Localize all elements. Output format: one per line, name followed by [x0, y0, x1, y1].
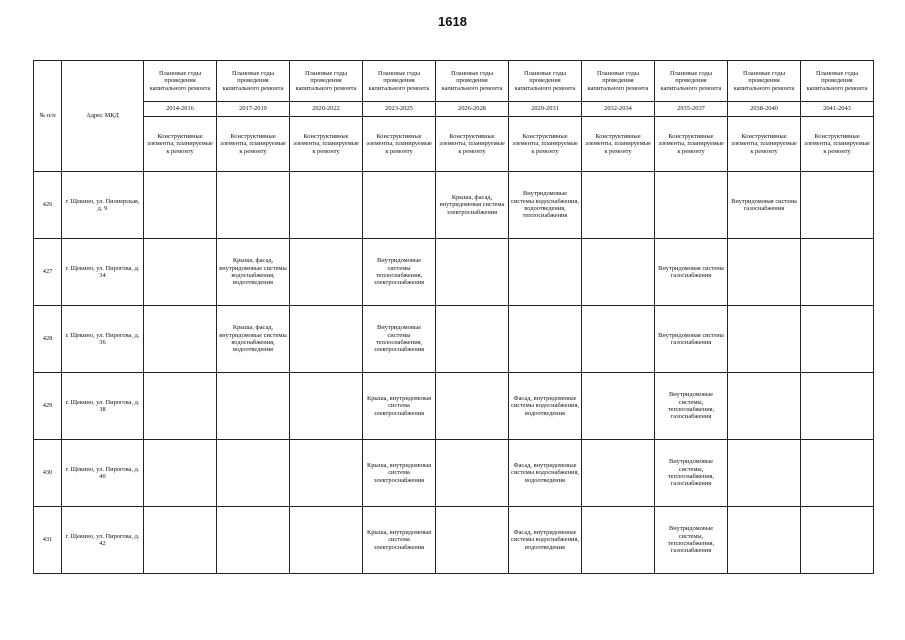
repair-elements-cell [290, 306, 363, 373]
repair-elements-cell [801, 239, 874, 306]
repair-elements-cell [144, 440, 217, 507]
repair-elements-cell [582, 239, 655, 306]
column-header-title: Плановые годы проведения капитального ремонта [290, 61, 363, 102]
column-header-elements: Конструктивные элементы, планируемые к ремонту [217, 117, 290, 172]
column-header-elements: Конструктивные элементы, планируемые к ремонту [144, 117, 217, 172]
repair-elements-cell [728, 507, 801, 574]
repair-elements-cell [144, 507, 217, 574]
repair-elements-cell [582, 440, 655, 507]
repair-elements-cell: Внутридомовые системы, теплоснабжения, газоснабжения [655, 373, 728, 440]
table-row [34, 239, 874, 306]
repair-elements-cell [290, 239, 363, 306]
repair-elements-cell [436, 507, 509, 574]
column-header-elements: Конструктивные элементы, планируемые к ремонту [582, 117, 655, 172]
repair-elements-cell: Внутридомовые системы теплоснабжения, электроснабжения [363, 306, 436, 373]
column-header-title: Плановые годы проведения капитального ремонта [801, 61, 874, 102]
column-header-title: Плановые годы проведения капитального ремонта [436, 61, 509, 102]
scan-artifact: · [360, 616, 362, 621]
column-header-elements: Конструктивные элементы, планируемые к ремонту [509, 117, 582, 172]
repair-elements-cell: Крыша, внутридомовая система электроснабжения [363, 440, 436, 507]
repair-elements-cell [801, 306, 874, 373]
repair-elements-cell [582, 306, 655, 373]
repair-elements-cell [728, 239, 801, 306]
repair-elements-cell [144, 306, 217, 373]
repair-elements-cell [290, 440, 363, 507]
repair-elements-cell [436, 239, 509, 306]
column-header-years: 2014-2016 [144, 102, 217, 117]
repair-elements-cell [436, 306, 509, 373]
scan-artifact: · [540, 612, 542, 617]
repair-elements-cell: Крыша, фасад, внутридомовые системы водоснабжения, водоотведения [217, 239, 290, 306]
repair-elements-cell [436, 373, 509, 440]
repair-elements-cell [582, 507, 655, 574]
column-header-title: Плановые годы проведения капитального ремонта [509, 61, 582, 102]
repair-elements-cell: Фасад, внутридомовые системы водоснабжения, водоотведения [509, 373, 582, 440]
repair-elements-cell [363, 172, 436, 239]
repair-elements-cell [801, 373, 874, 440]
repair-elements-cell: Внутридомовые системы водоснабжения, водоотведения, теплоснабжения [509, 172, 582, 239]
repair-elements-cell [728, 440, 801, 507]
row-address: г. Щекино, ул. Пионерская, д. 9 [62, 172, 144, 239]
row-address: г. Щекино, ул. Пирогова, д. 38 [62, 373, 144, 440]
row-address: г. Щекино, ул. Пирогова, д. 40 [62, 440, 144, 507]
repair-elements-cell [290, 172, 363, 239]
repair-elements-cell [728, 306, 801, 373]
repair-elements-cell: Крыша, фасад, внутридомовая система электроснабжения [436, 172, 509, 239]
column-header-years: 2032-2034 [582, 102, 655, 117]
column-header-num: № п/п [34, 61, 62, 172]
row-number: 426 [34, 172, 62, 239]
row-number: 428 [34, 306, 62, 373]
page-number: 1618 [438, 14, 467, 29]
repair-elements-cell [436, 440, 509, 507]
column-header-elements: Конструктивные элементы, планируемые к ремонту [436, 117, 509, 172]
repair-elements-cell: Фасад, внутридомовые системы водоснабжения, водоотведения [509, 440, 582, 507]
column-header-elements: Конструктивные элементы, планируемые к ремонту [655, 117, 728, 172]
repair-elements-cell [801, 172, 874, 239]
column-header-title: Плановые годы проведения капитального ремонта [655, 61, 728, 102]
table-row [34, 172, 874, 239]
column-header-elements: Конструктивные элементы, планируемые к ремонту [728, 117, 801, 172]
column-header-title: Плановые годы проведения капитального ремонта [217, 61, 290, 102]
repair-elements-cell: Внутридомовая система газоснабжения [655, 306, 728, 373]
repair-elements-cell [217, 373, 290, 440]
column-header-title: Плановые годы проведения капитального ремонта [144, 61, 217, 102]
row-address: г. Щекино, ул. Пирогова, д. 34 [62, 239, 144, 306]
column-header-title: Плановые годы проведения капитального ремонта [363, 61, 436, 102]
repair-elements-cell [509, 306, 582, 373]
table-row [34, 440, 874, 507]
repair-elements-cell [217, 172, 290, 239]
column-header-years: 2020-2022 [290, 102, 363, 117]
repair-elements-cell [582, 172, 655, 239]
repair-elements-cell [290, 507, 363, 574]
column-header-years: 2029-2031 [509, 102, 582, 117]
column-header-years: 2038-2040 [728, 102, 801, 117]
column-header-elements: Конструктивные элементы, планируемые к ремонту [363, 117, 436, 172]
table-row [34, 373, 874, 440]
repair-elements-cell [144, 172, 217, 239]
column-header-address: Адрес МКД [62, 61, 144, 172]
repair-elements-cell [801, 440, 874, 507]
repair-elements-cell [144, 239, 217, 306]
repair-elements-cell [655, 172, 728, 239]
row-number: 431 [34, 507, 62, 574]
repair-elements-cell [290, 373, 363, 440]
repair-elements-cell [509, 239, 582, 306]
column-header-years: 2023-2025 [363, 102, 436, 117]
repair-elements-cell: Внутридомовые системы теплоснабжения, электроснабжения [363, 239, 436, 306]
repair-elements-cell: Внутридомовые системы, теплоснабжения, газоснабжения [655, 507, 728, 574]
row-number: 429 [34, 373, 62, 440]
column-header-years: 2017-2019 [217, 102, 290, 117]
repair-elements-cell [217, 440, 290, 507]
repair-elements-cell: Крыша, фасад, внутридомовые системы водоснабжения, водоотведения [217, 306, 290, 373]
scan-artifact: · [180, 612, 182, 617]
column-header-elements: Конструктивные элементы, планируемые к ремонту [801, 117, 874, 172]
column-header-years: 2035-2037 [655, 102, 728, 117]
row-address: г. Щекино, ул. Пирогова, д. 36 [62, 306, 144, 373]
repair-elements-cell: Фасад, внутридомовые системы водоснабжения, водоотведения [509, 507, 582, 574]
repair-elements-cell: Внутридомовая система газоснабжения [655, 239, 728, 306]
row-number: 427 [34, 239, 62, 306]
repair-elements-cell: Крыша, внутридомовая система электроснабжения [363, 507, 436, 574]
column-header-title: Плановые годы проведения капитального ремонта [728, 61, 801, 102]
repair-elements-cell: Крыша, внутридомовая система электроснабжения [363, 373, 436, 440]
table-row [34, 507, 874, 574]
row-number: 430 [34, 440, 62, 507]
column-header-title: Плановые годы проведения капитального ремонта [582, 61, 655, 102]
column-header-years: 2026-2028 [436, 102, 509, 117]
repair-elements-cell [582, 373, 655, 440]
repair-elements-cell: Внутридомовая система газоснабжения [728, 172, 801, 239]
repair-elements-cell [217, 507, 290, 574]
repair-elements-cell [801, 507, 874, 574]
repair-elements-cell [728, 373, 801, 440]
repair-elements-cell: Внутридомовые системы, теплоснабжения, газоснабжения [655, 440, 728, 507]
capital-repair-plan-table [33, 60, 874, 574]
column-header-years: 2041-2043 [801, 102, 874, 117]
row-address: г. Щекино, ул. Пирогова, д. 42 [62, 507, 144, 574]
scan-artifact: · [700, 618, 702, 623]
column-header-elements: Конструктивные элементы, планируемые к ремонту [290, 117, 363, 172]
table-row [34, 306, 874, 373]
repair-elements-cell [144, 373, 217, 440]
